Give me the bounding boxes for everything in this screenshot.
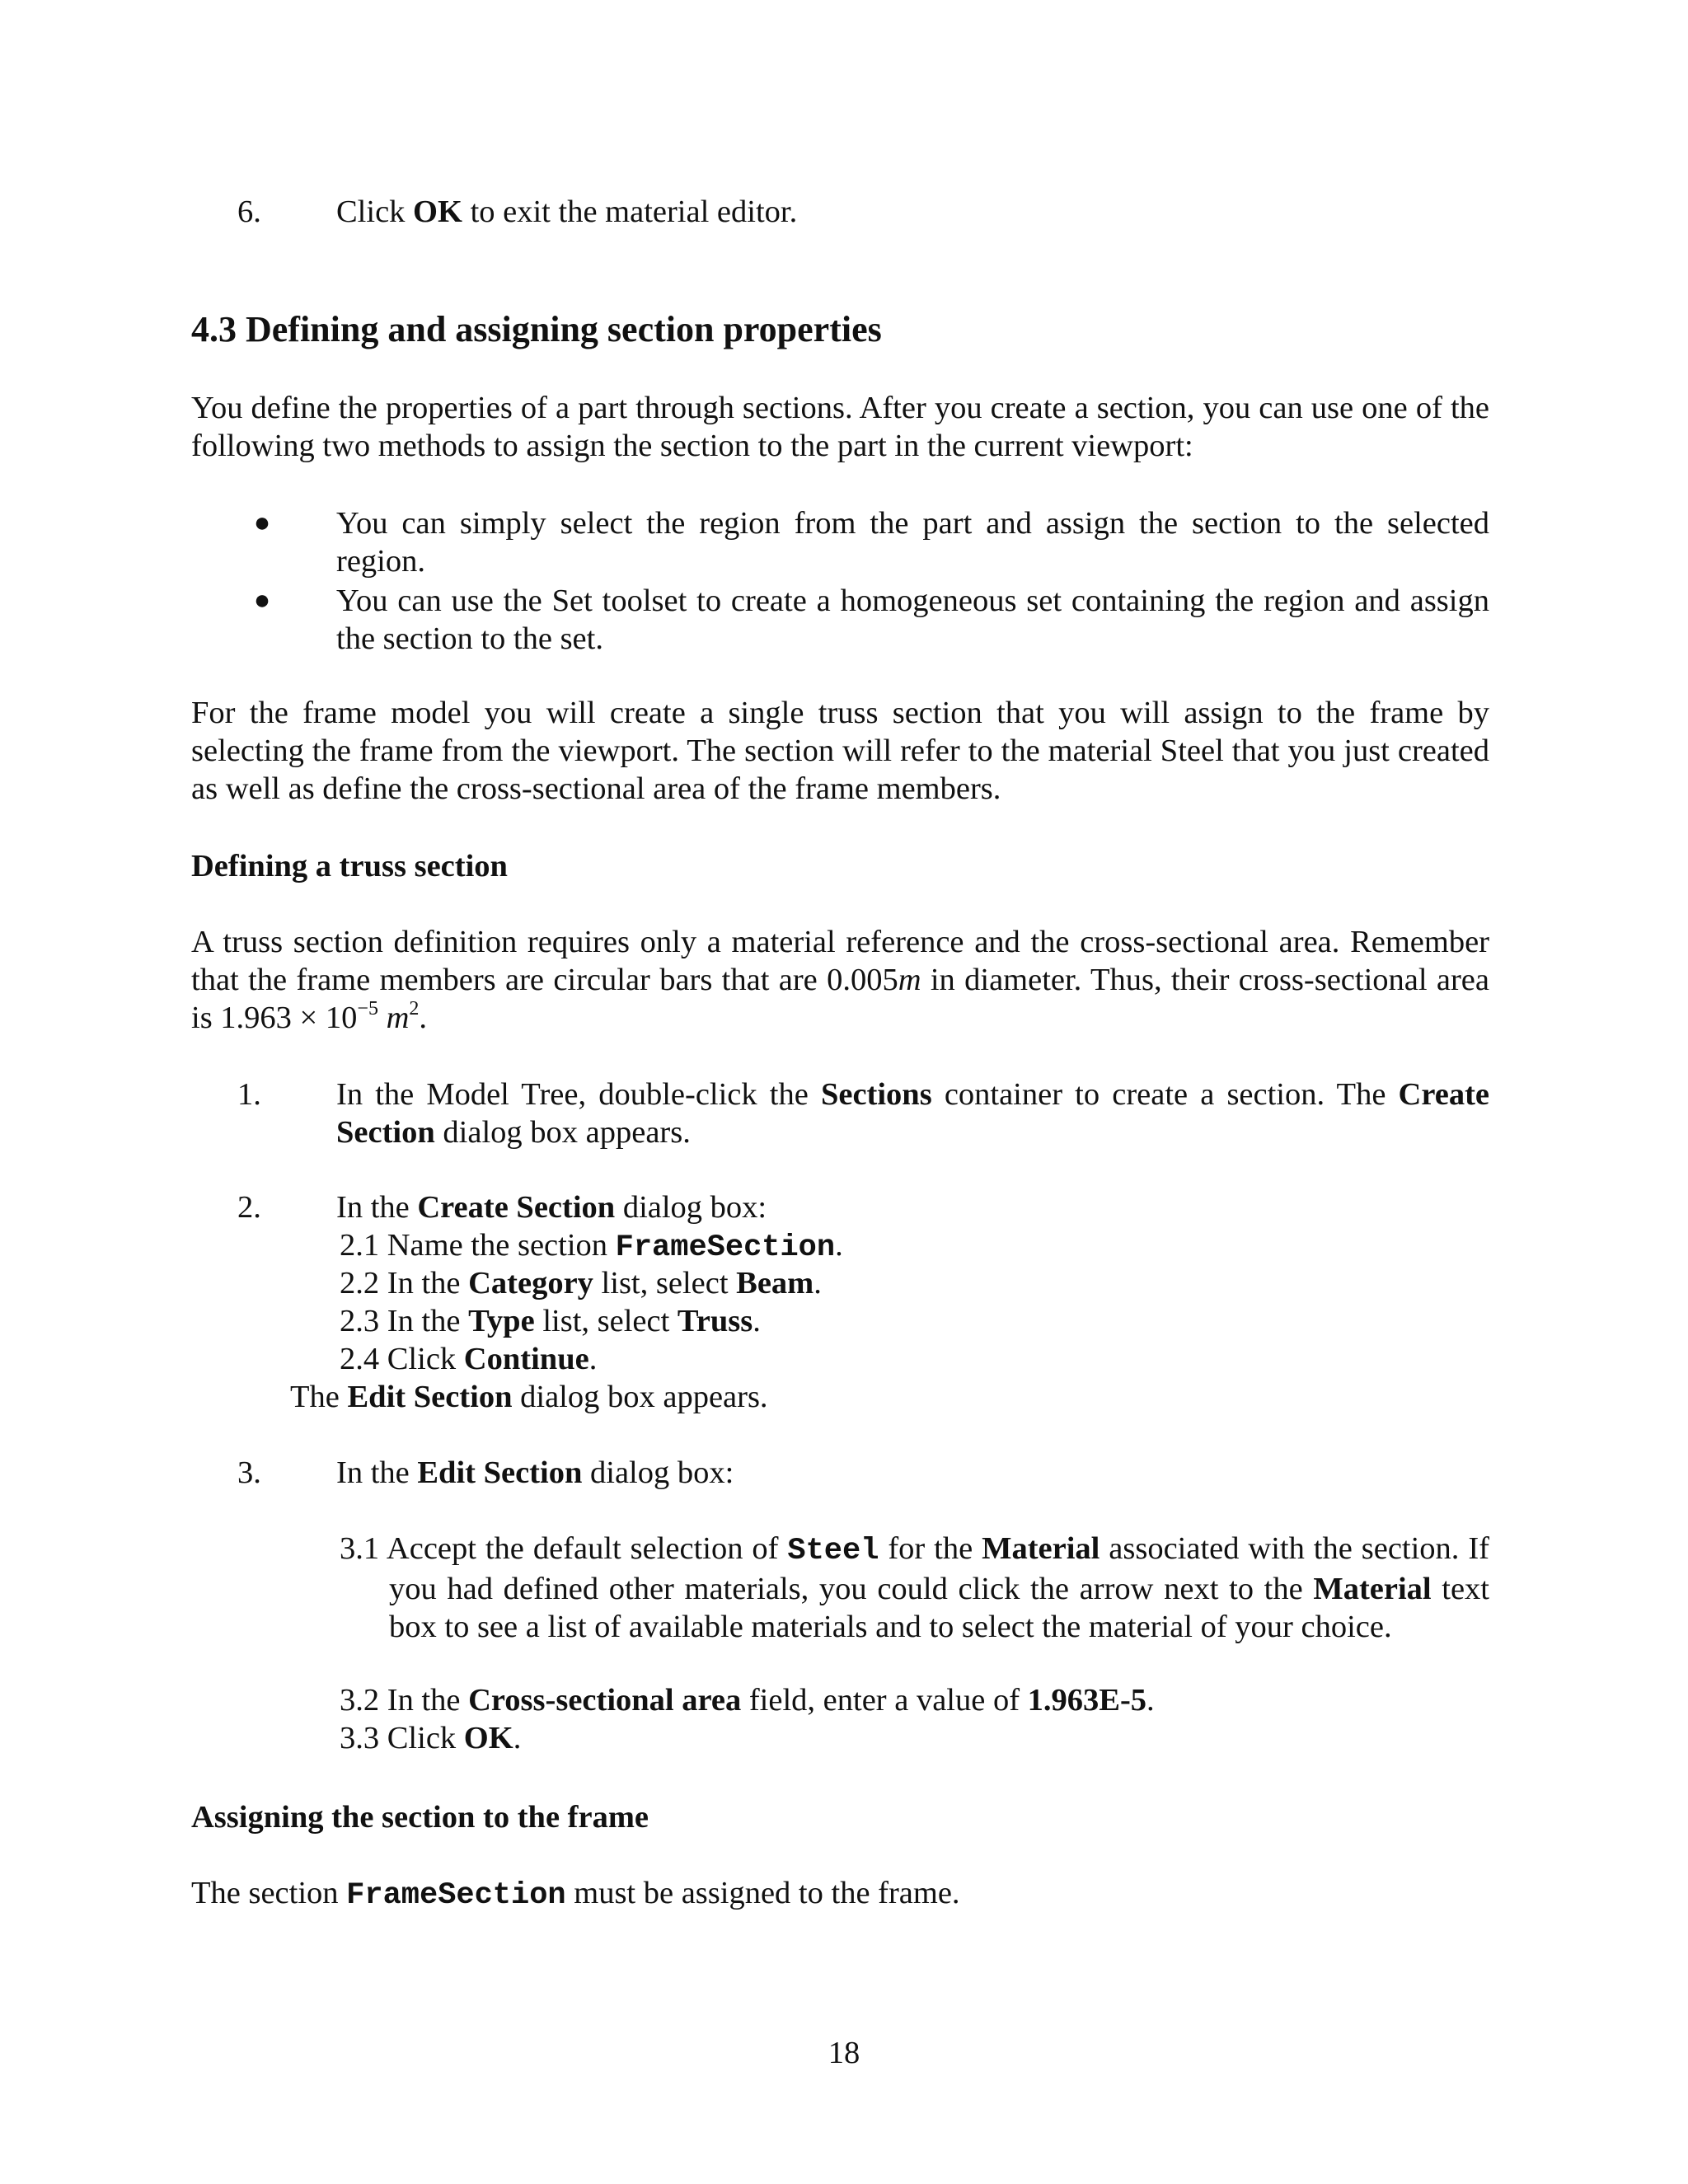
step-number: 6. — [237, 194, 261, 229]
truss-paragraph: A truss section definition requires only a material reference and the cross-sectional area. Remember that the frame members are circular bars that are 0.005m in diameter. Thus, their cross-sectional area is $1.963 \times 10^{-5}$ $m^2$. — [191, 925, 1489, 1035]
bullet-item: ● You can use the Set toolset to create a homogeneous set containing the region and assign the section to the set. — [237, 582, 1489, 658]
step-number: 1. — [237, 1077, 261, 1112]
step-2-2: 2.2 In the Category list, select Beam. — [340, 1266, 822, 1301]
step-2: 2. In the Create Section dialog box: — [237, 1190, 767, 1225]
step-3: 3. In the Edit Section dialog box: — [237, 1455, 734, 1490]
bullet-icon: ● — [253, 508, 271, 538]
step-3-3: 3.3 Click OK. — [340, 1721, 522, 1755]
subheading-assign-section: Assigning the section to the frame — [191, 1800, 649, 1835]
step-2-1: 2.1 Name the section FrameSection. — [340, 1228, 843, 1265]
page-number: 18 — [828, 2036, 860, 2070]
step-number: 3. — [237, 1455, 261, 1490]
section-heading: 4.3 Defining and assigning section properties — [191, 309, 882, 349]
step-1: 1. In the Model Tree, double-click the Sections container to create a section. The Create Section dialog box appears. — [237, 1077, 1489, 1150]
subheading-truss-section: Defining a truss section — [191, 849, 508, 883]
ok-label: OK — [413, 194, 462, 229]
step-2-3: 2.3 In the Type list, select Truss. — [340, 1304, 761, 1338]
frame-paragraph: For the frame model you will create a single truss section that you will assign to the frame by selecting the frame from the viewport. The section will refer to the material Steel that you just created as well as define the cross-sectional area of the frame members. — [191, 696, 1489, 806]
step-2-4: 2.4 Click Continue. — [340, 1342, 598, 1376]
step-2-result: The Edit Section dialog box appears. — [290, 1380, 768, 1414]
step-number: 2. — [237, 1190, 261, 1225]
intro-paragraph: You define the properties of a part through sections. After you create a section, you can use one of the following two methods to assign the section to the part in the current viewport: — [191, 391, 1489, 463]
code-frame-section: FrameSection — [615, 1230, 836, 1265]
step-3-1: 3.1 Accept the default selection of Steel for the Material associated with the section. If you had defined other materials, you could click the arrow next to the Material text box to see a list of available materials and to select the material of your choice. — [340, 1531, 1489, 1644]
code-steel: Steel — [787, 1534, 879, 1568]
step-6: 6. Click OK to exit the material editor. — [237, 194, 798, 229]
step-3-2: 3.2 In the Cross-sectional area field, enter a value of 1.963E-5. — [340, 1683, 1155, 1718]
bullet-item: ● You can simply select the region from the part and assign the section to the selected region. — [237, 504, 1489, 580]
code-frame-section: FrameSection — [346, 1878, 566, 1913]
bullet-icon: ● — [253, 585, 271, 616]
assign-paragraph: The section FrameSection must be assigned to the frame. — [191, 1876, 960, 1913]
